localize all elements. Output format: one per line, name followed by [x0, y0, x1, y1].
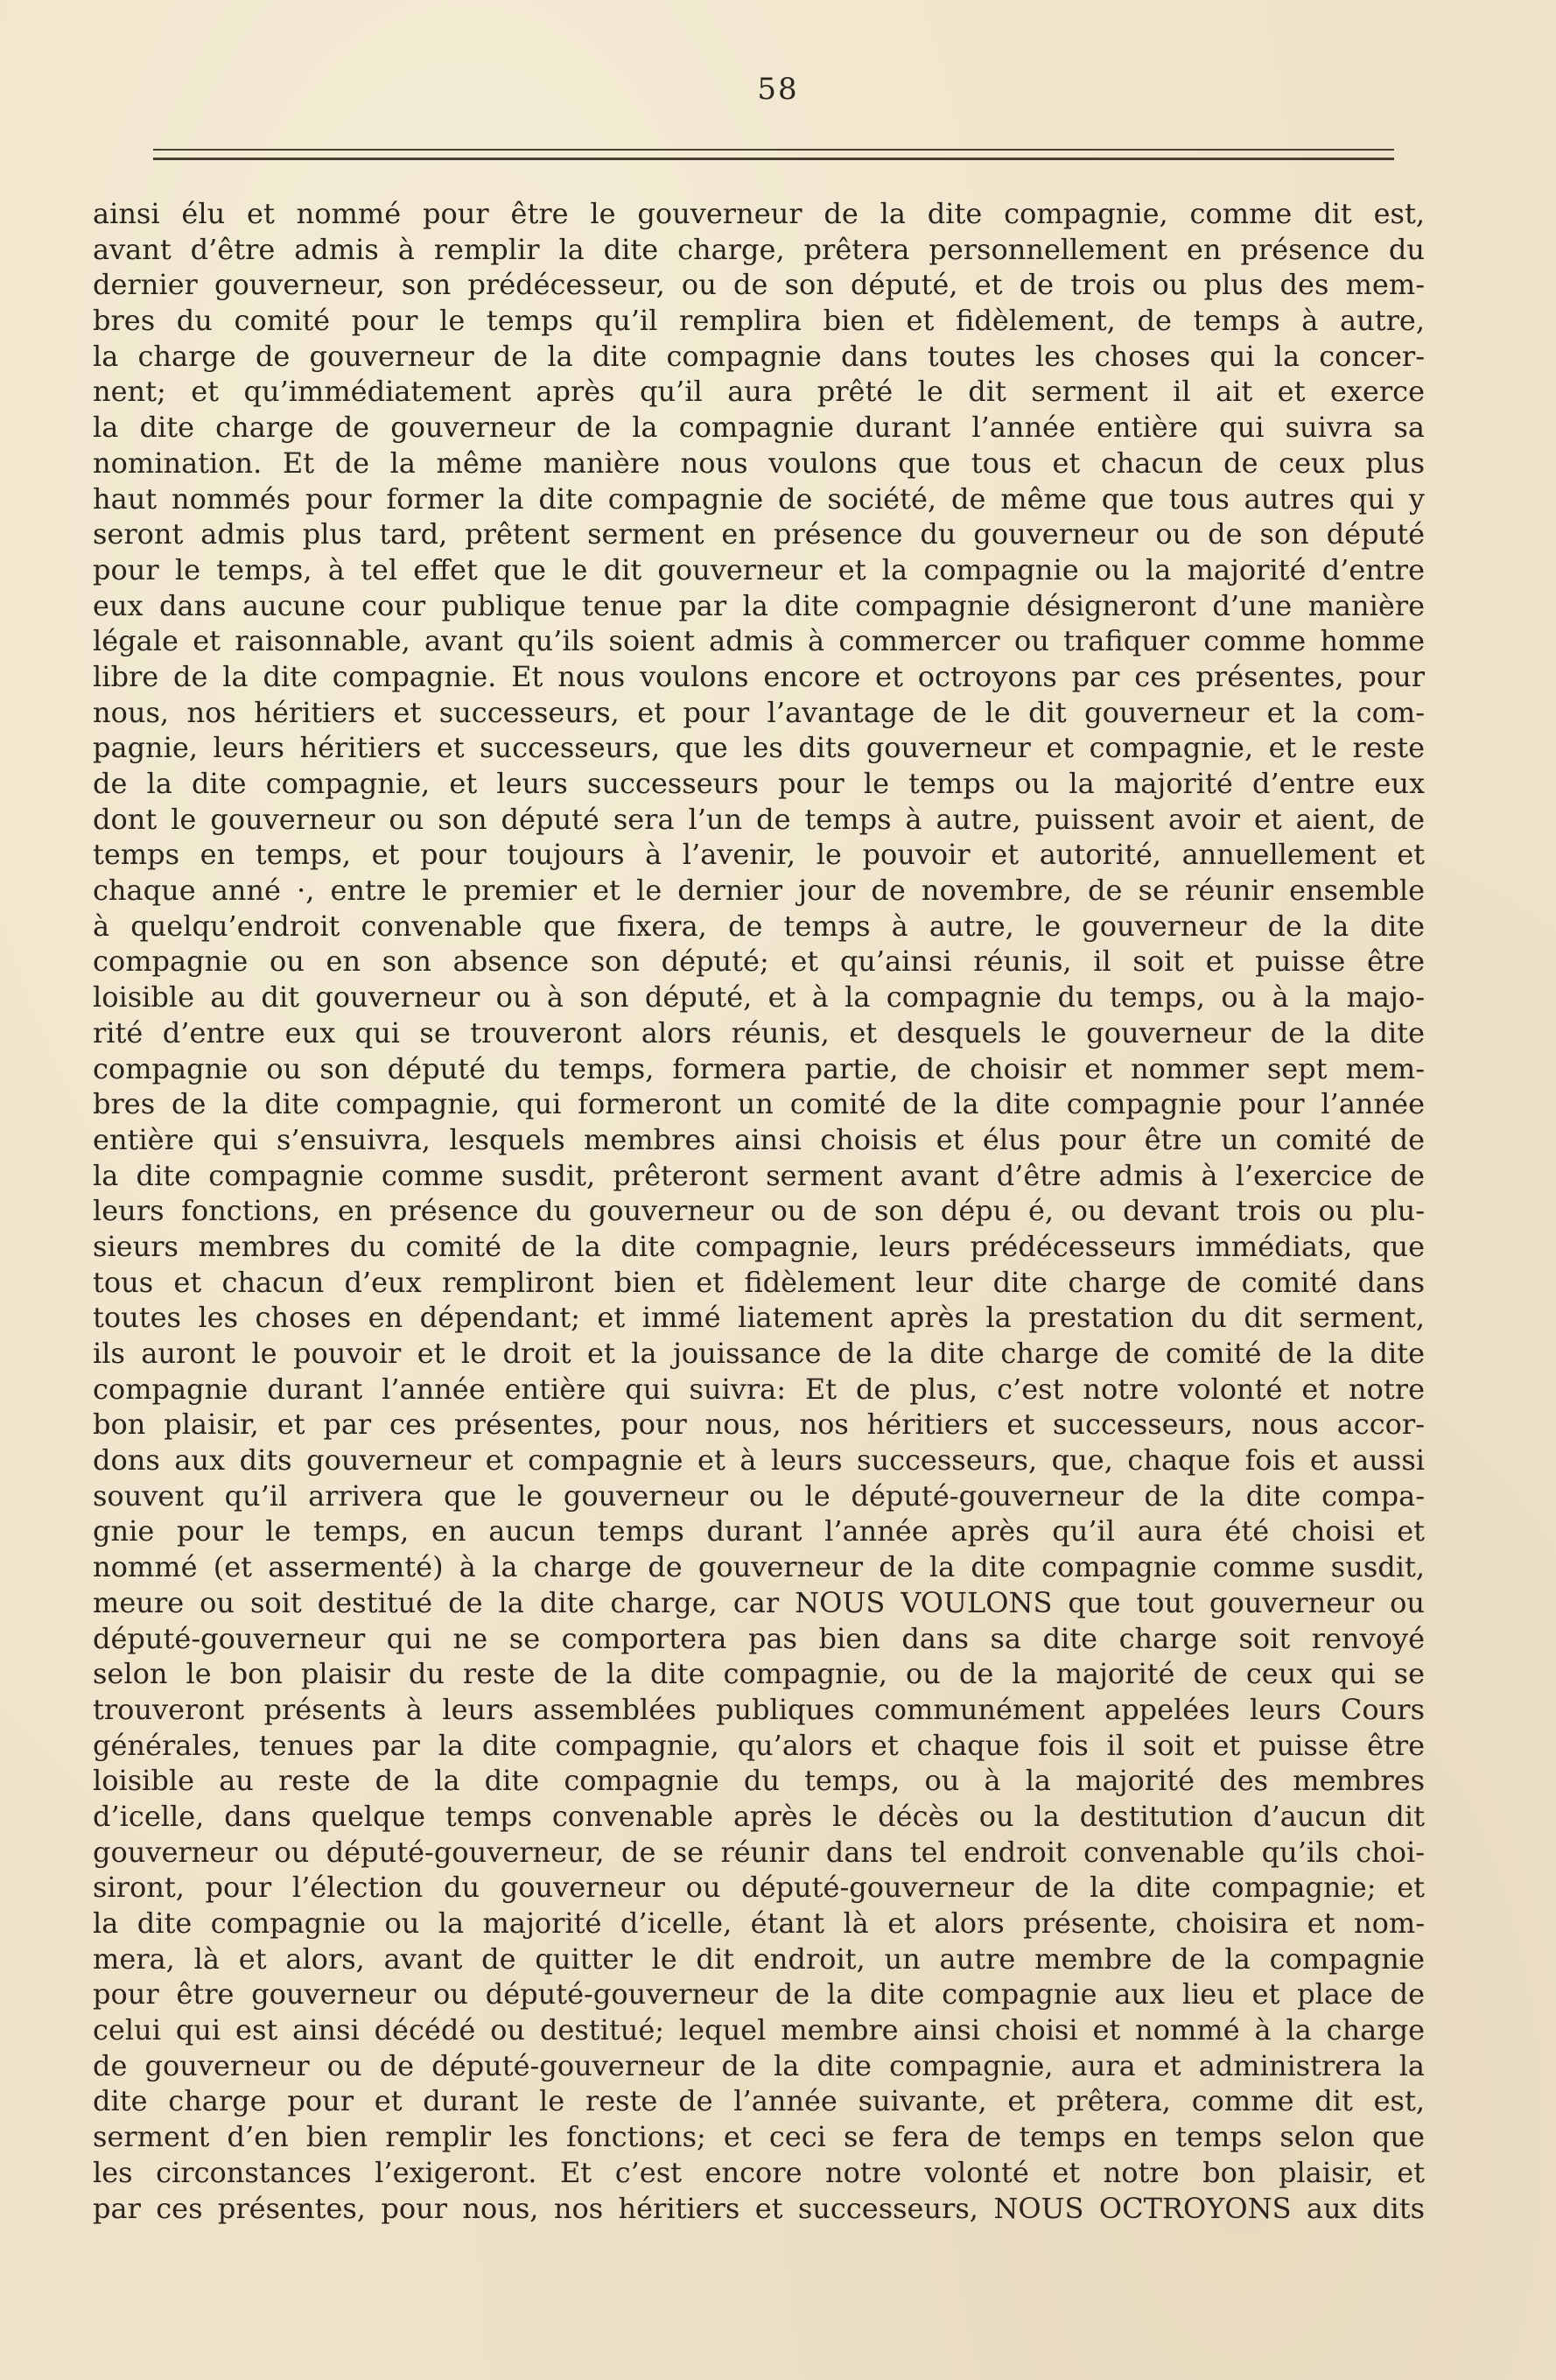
page-number: 58 [757, 72, 799, 107]
text-line: leurs fonctions, en présence du gouverneur ou de son dépu é, ou devant trois ou plu- [93, 1194, 1425, 1228]
text-line: seront admis plus tard, prêtent serment en présence du gouverneur ou de son député [93, 517, 1425, 551]
text-line: légale et raisonnable, avant qu’ils soient admis à commercer ou trafiquer comme homme [93, 624, 1425, 658]
text-line: loisible au reste de la dite compagnie du temps, ou à la majorité des membres [93, 1764, 1425, 1798]
text-line: siront, pour l’élection du gouverneur ou député-gouverneur de la dite compagnie; et [93, 1871, 1425, 1905]
text-line: d’icelle, dans quelque temps convenable après le décès ou la destitution d’aucun dit [93, 1799, 1425, 1833]
text-line [93, 2226, 1425, 2262]
text-line: nommé (et assermenté) à la charge de gouverneur de la dite compagnie comme susdit, [93, 1550, 1425, 1584]
text-line: trouveront présents à leurs assemblées publiques communément appelées leurs Cours [93, 1692, 1425, 1726]
text-line: la charge de gouverneur de la dite compagnie dans toutes les choses qui la concer- [93, 339, 1425, 373]
text-line: compagnie ou en son absence son député; et qu’ainsi réunis, il soit et puisse être [93, 944, 1425, 979]
text-line: les circonstances l’exigeront. Et c’est encore notre volonté et notre bon plaisir, et [93, 2155, 1425, 2189]
text-line: bon plaisir, et par ces présentes, pour nous, nos héritiers et successeurs, nous accor- [93, 1408, 1425, 1442]
text-line: ils auront le pouvoir et le droit et la jouissance de la dite charge de comité de la dite [93, 1337, 1425, 1370]
text-line: nent; et qu’immédiatement après qu’il aura prêté le dit serment il ait et exerce [93, 375, 1425, 409]
text-line: gouverneur ou député-gouverneur, de se réunir dans tel endroit convenable qu’ils choi- [93, 1835, 1425, 1869]
text-line: toutes les choses en dépendant; et immé liatement après la prestation du dit serment, [93, 1301, 1425, 1335]
body-text [93, 196, 1425, 2262]
text-line: compagnie ou son député du temps, formera partie, de choisir et nommer sept mem- [93, 1051, 1425, 1085]
text-line: pour le temps, à tel effet que le dit gouverneur et la compagnie ou la majorité d’entre [93, 552, 1425, 586]
text-line: loisible au dit gouverneur ou à son député, et à la compagnie du temps, ou à la majo- [93, 980, 1425, 1014]
text-line: par ces présentes, pour nous, nos héritiers et successeurs, NOUS OCTROYONS aux dits [93, 2191, 1425, 2225]
text-line: haut nommés pour former la dite compagnie de société, de même que tous autres qui y [93, 481, 1425, 516]
text-line: serment d’en bien remplir les fonctions; et ceci se fera de temps en temps selon que [93, 2120, 1425, 2154]
text-line: gnie pour le temps, en aucun temps durant l’année après qu’il aura été choisi et [93, 1514, 1425, 1548]
text-line: tous et chacun d’eux rempliront bien et fidèlement leur dite charge de comité dans [93, 1265, 1425, 1299]
text-line: dons aux dits gouverneur et compagnie et à leurs successeurs, que, chaque fois et aussi [93, 1443, 1425, 1478]
text-line: nous, nos héritiers et successeurs, et pour l’avantage de le dit gouverneur et la com- [93, 695, 1425, 729]
text-line: entière qui s’ensuivra, lesquels membres ainsi choisis et élus pour être un comité de [93, 1122, 1425, 1156]
text-line: de la dite compagnie, et leurs successeurs pour le temps ou la majorité d’entre eux [93, 767, 1425, 800]
text-line: chaque anné ·, entre le premier et le dernier jour de novembre, de se réunir ensemble [93, 874, 1425, 908]
text-line: la dite charge de gouverneur de la compagnie durant l’année entière qui suivra sa [93, 411, 1425, 445]
text-line: dernier gouverneur, son prédécesseur, ou de son député, et de trois ou plus des mem- [93, 268, 1425, 302]
text-line: pour être gouverneur ou député-gouverneur de la dite compagnie aux lieu et place de [93, 1977, 1425, 2011]
text-line: celui qui est ainsi décédé ou destitué; lequel membre ainsi choisi et nommé à la charge [93, 2013, 1425, 2047]
text-line: dont le gouverneur ou son député sera l’un de temps à autre, puissent avoir et aient, de [93, 802, 1425, 836]
text-line: eux dans aucune cour publique tenue par la dite compagnie désigneront d’une manière [93, 588, 1425, 622]
text-line: compagnie durant l’année entière qui suivra: Et de plus, c’est notre volonté et notre [93, 1372, 1425, 1406]
text-line: la dite compagnie comme susdit, prêteront serment avant d’être admis à l’exercice de [93, 1158, 1425, 1192]
text-line: bres de la dite compagnie, qui formeront un comité de la dite compagnie pour l’année [93, 1087, 1425, 1121]
text-line: mera, là et alors, avant de quitter le dit endroit, un autre membre de la compagnie [93, 1941, 1425, 1976]
text-line: à quelqu’endroit convenable que fixera, de temps à autre, le gouverneur de la dite [93, 909, 1425, 943]
text-line: meure ou soit destitué de la dite charge, car NOUS VOULONS que tout gouverneur ou [93, 1585, 1425, 1619]
text-line: selon le bon plaisir du reste de la dite compagnie, ou de la majorité de ceux qui se [93, 1657, 1425, 1691]
text-line: ainsi élu et nommé pour être le gouverneur de la dite compagnie, comme dit est, [93, 197, 1425, 230]
text-line: libre de la dite compagnie. Et nous voulons encore et octroyons par ces présentes, pour [93, 659, 1425, 693]
text-line: député-gouverneur qui ne se comportera pas bien dans sa dite charge soit renvoyé [93, 1621, 1425, 1655]
text-line: souvent qu’il arrivera que le gouverneur ou le député-gouverneur de la dite compa- [93, 1478, 1425, 1513]
text-line: rité d’entre eux qui se trouveront alors réunis, et desquels le gouverneur de la dite [93, 1015, 1425, 1050]
text-line: la dite compagnie ou la majorité d’icelle, étant là et alors présente, choisira et nom- [93, 1906, 1425, 1940]
text-line: nomination. Et de la même manière nous voulons que tous et chacun de ceux plus [93, 446, 1425, 480]
text-line: dite charge pour et durant le reste de l’année suivante, et prêtera, comme dit est, [93, 2084, 1425, 2118]
text-line: sieurs membres du comité de la dite compagnie, leurs prédécesseurs immédiats, que [93, 1229, 1425, 1263]
header-rule-bottom [153, 158, 1394, 160]
text-line: bres du comité pour le temps qu’il remplira bien et fidèlement, de temps à autre, [93, 304, 1425, 338]
text-line: pagnie, leurs héritiers et successeurs, que les dits gouverneur et compagnie, et le reste [93, 731, 1425, 765]
text-line: de gouverneur ou de député-gouverneur de la dite compagnie, aura et administrera la [93, 2048, 1425, 2082]
text-line: générales, tenues par la dite compagnie, qu’alors et chaque fois il soit et puisse être [93, 1728, 1425, 1762]
text-line: temps en temps, et pour toujours à l’avenir, le pouvoir et autorité, annuellement et [93, 838, 1425, 872]
text-line: avant d’être admis à remplir la dite charge, prêtera personnellement en présence du [93, 232, 1425, 266]
header-rule-top [153, 149, 1394, 151]
